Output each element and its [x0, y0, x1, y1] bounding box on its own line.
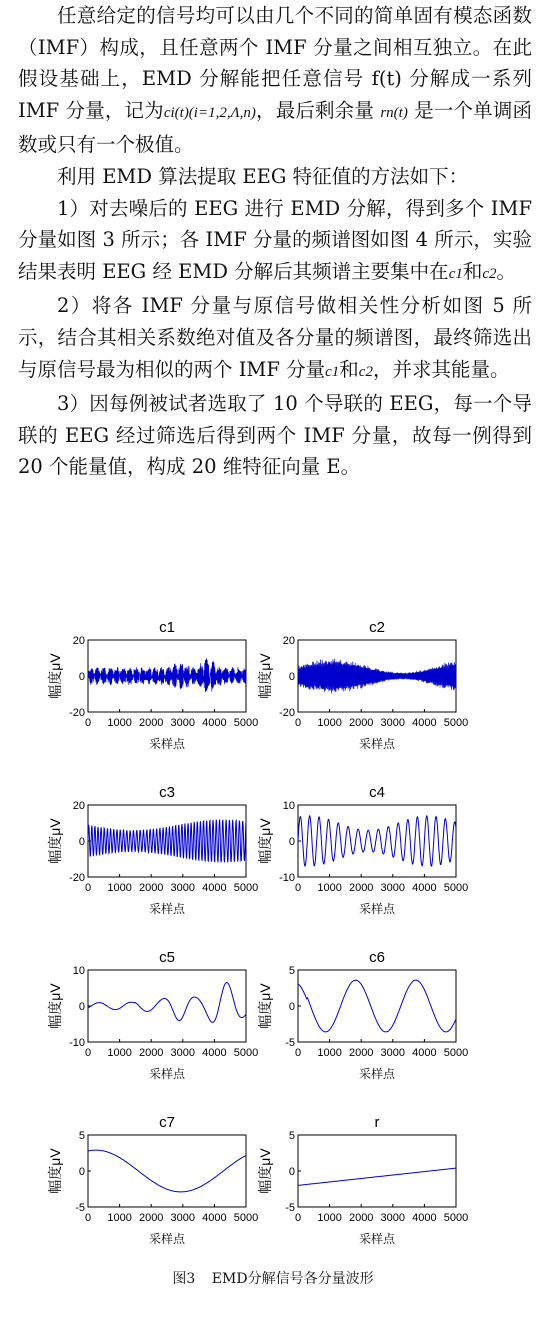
paragraph-2: 利用 EMD 算法提取 EEG 特征值的方法如下： [57, 164, 469, 188]
subplot-title: c6 [369, 949, 385, 966]
x-tick-label: 5000 [233, 1047, 259, 1059]
subplot-title: c1 [159, 619, 175, 636]
axes-frame [88, 1135, 246, 1207]
x-tick-label: 5000 [233, 882, 259, 894]
y-tick-label: 20 [72, 800, 85, 812]
x-tick-label: 4000 [412, 717, 437, 729]
y-tick-label: 0 [78, 671, 85, 683]
formula-rn: rn(t) [380, 104, 408, 121]
subplot-title: c2 [369, 619, 385, 636]
p1-text-b: ，最后剩余量 [255, 98, 374, 122]
x-tick-label: 4000 [412, 1212, 437, 1224]
subplot-title: r [374, 1114, 380, 1131]
x-tick-label: 0 [84, 1047, 92, 1059]
x-tick-label: 3000 [170, 1212, 196, 1224]
formula-ci: ci(t)(i=1,2,Λ,n) [163, 104, 256, 121]
body-text [18, 0, 532, 483]
y-tick-label: 10 [72, 965, 85, 977]
x-tick-label: 2000 [348, 1212, 374, 1224]
x-tick-label: 2000 [138, 1212, 164, 1224]
symbol-c2: c2 [482, 265, 497, 282]
p4-end: ，并求其能量。 [372, 357, 510, 381]
x-tick-label: 5000 [233, 717, 259, 729]
x-axis-label: 采样点 [148, 1232, 186, 1246]
paragraph-5: 3）因每例被试者选取了 10 个导联的 EEG，每一个导联的 EEG 经过筛选后得到两个 IMF 分量，故每一例得到 20 个能量值，构成 20 维特征向量 E。 [18, 392, 532, 479]
y-tick-label: -20 [69, 872, 85, 884]
x-tick-label: 0 [84, 1212, 92, 1224]
y-tick-label: -10 [279, 872, 295, 884]
x-tick-label: 3000 [170, 1047, 196, 1059]
x-tick-label: 3000 [170, 882, 196, 894]
x-tick-label: 3000 [170, 717, 196, 729]
x-tick-label: 0 [294, 882, 302, 894]
x-tick-label: 0 [294, 1047, 302, 1059]
axes-frame [88, 970, 246, 1042]
caption-number: 图3 [172, 1271, 196, 1287]
subplot-title: c5 [159, 949, 175, 966]
y-axis-label: 幅度μV [257, 983, 273, 1029]
x-tick-label: 2000 [138, 717, 164, 729]
caption-text: EMD分解信号各分量波形 [211, 1271, 374, 1287]
x-tick-label: 4000 [202, 1212, 227, 1224]
y-tick-label: 20 [282, 635, 295, 647]
x-tick-label: 4000 [202, 882, 227, 894]
x-tick-label: 4000 [202, 717, 227, 729]
subplot-title: c3 [159, 784, 175, 801]
subplot-title: c7 [159, 1114, 175, 1131]
x-tick-label: 3000 [380, 1212, 406, 1224]
p1-text-c: 是一个单调函数或只有一个极值。 [18, 98, 532, 157]
x-axis-label: 采样点 [148, 1067, 186, 1081]
y-tick-label: -20 [279, 707, 295, 719]
x-tick-label: 2000 [138, 882, 164, 894]
y-tick-label: 20 [72, 635, 85, 647]
x-tick-label: 3000 [380, 1047, 406, 1059]
y-tick-label: 0 [288, 671, 295, 683]
y-tick-label: 10 [282, 800, 295, 812]
y-axis-label: 幅度μV [257, 653, 273, 699]
y-tick-label: 5 [78, 1130, 85, 1142]
x-tick-label: 2000 [348, 1047, 374, 1059]
p3-text: 1）对去噪后的 EEG 进行 EMD 分解，得到多个 IMF 分量如图 3 所示；各 IMF 分量的频谱图如图 4 所示，实验结果表明 EEG 经 EMD 分解后其频谱主要集中在 [18, 196, 532, 283]
y-tick-label: -10 [69, 1037, 85, 1049]
x-tick-label: 5000 [443, 1047, 469, 1059]
y-tick-label: -5 [75, 1202, 85, 1214]
x-tick-label: 1000 [107, 1212, 132, 1224]
x-tick-label: 5000 [443, 1212, 469, 1224]
y-tick-label: 0 [78, 1166, 85, 1178]
figure-caption [0, 1268, 546, 1288]
y-axis-label: 幅度μV [47, 983, 63, 1029]
x-tick-label: 5000 [233, 1212, 259, 1224]
x-tick-label: 5000 [443, 882, 469, 894]
x-tick-label: 4000 [202, 1047, 227, 1059]
x-axis-label: 采样点 [358, 737, 396, 751]
x-tick-label: 2000 [348, 717, 374, 729]
symbol-c1: c1 [325, 363, 340, 380]
p3-and: 和 [462, 259, 483, 283]
y-tick-label: 5 [288, 965, 295, 977]
x-tick-label: 0 [294, 1212, 302, 1224]
x-tick-label: 1000 [317, 882, 342, 894]
y-axis-label: 幅度μV [47, 1148, 63, 1194]
x-axis-label: 采样点 [148, 902, 186, 916]
x-axis-label: 采样点 [358, 1232, 396, 1246]
x-tick-label: 1000 [107, 1047, 132, 1059]
x-tick-label: 3000 [380, 717, 406, 729]
x-tick-label: 2000 [348, 882, 374, 894]
axes-frame [298, 970, 456, 1042]
y-tick-label: -20 [69, 707, 85, 719]
subplot-title: c4 [369, 784, 385, 801]
x-tick-label: 2000 [138, 1047, 164, 1059]
y-axis-label: 幅度μV [257, 1148, 273, 1194]
x-axis-label: 采样点 [358, 1067, 396, 1081]
x-tick-label: 1000 [107, 717, 132, 729]
symbol-c2: c2 [358, 363, 373, 380]
x-tick-label: 0 [294, 717, 302, 729]
x-tick-label: 0 [84, 717, 92, 729]
x-tick-label: 3000 [380, 882, 406, 894]
paragraph-3 [18, 193, 532, 291]
y-axis-label: 幅度μV [47, 818, 63, 864]
x-tick-label: 1000 [317, 1047, 342, 1059]
x-tick-label: 1000 [107, 882, 132, 894]
x-tick-label: 1000 [317, 1212, 342, 1224]
x-tick-label: 1000 [317, 717, 342, 729]
emd-figure [40, 610, 520, 1260]
y-tick-label: -5 [285, 1037, 295, 1049]
y-tick-label: 0 [288, 1001, 295, 1013]
p3-end: 。 [496, 259, 517, 283]
y-tick-label: 5 [288, 1130, 295, 1142]
x-axis-label: 采样点 [148, 737, 186, 751]
y-tick-label: 0 [78, 1001, 85, 1013]
y-tick-label: 0 [288, 1166, 295, 1178]
x-tick-label: 4000 [412, 882, 437, 894]
x-tick-label: 4000 [412, 1047, 437, 1059]
symbol-c1: c1 [448, 265, 463, 282]
paragraph-1 [18, 0, 532, 161]
p1-text-a: 任意给定的信号均可以由几个不同的简单固有模态函数（IMF）构成，且任意两个 IMF 分量之间相互独立。在此假设基础上，EMD 分解能把任意信号 f(t) 分解成一系列 IMF 分量，记为 [18, 4, 532, 122]
p4-and: 和 [339, 357, 359, 381]
y-axis-label: 幅度μV [257, 818, 273, 864]
y-tick-label: 0 [288, 836, 295, 848]
y-axis-label: 幅度μV [47, 653, 63, 699]
p4-text: 2）将各 IMF 分量与原信号做相关性分析如图 5 所示，结合其相关系数绝对值及各分量的频谱图，最终筛选出与原信号最为相似的两个 IMF 分量 [18, 294, 532, 381]
x-tick-label: 0 [84, 882, 92, 894]
y-tick-label: -5 [285, 1202, 295, 1214]
y-tick-label: 0 [78, 836, 85, 848]
paragraph-4 [18, 290, 532, 388]
x-axis-label: 采样点 [358, 902, 396, 916]
x-tick-label: 5000 [443, 717, 469, 729]
